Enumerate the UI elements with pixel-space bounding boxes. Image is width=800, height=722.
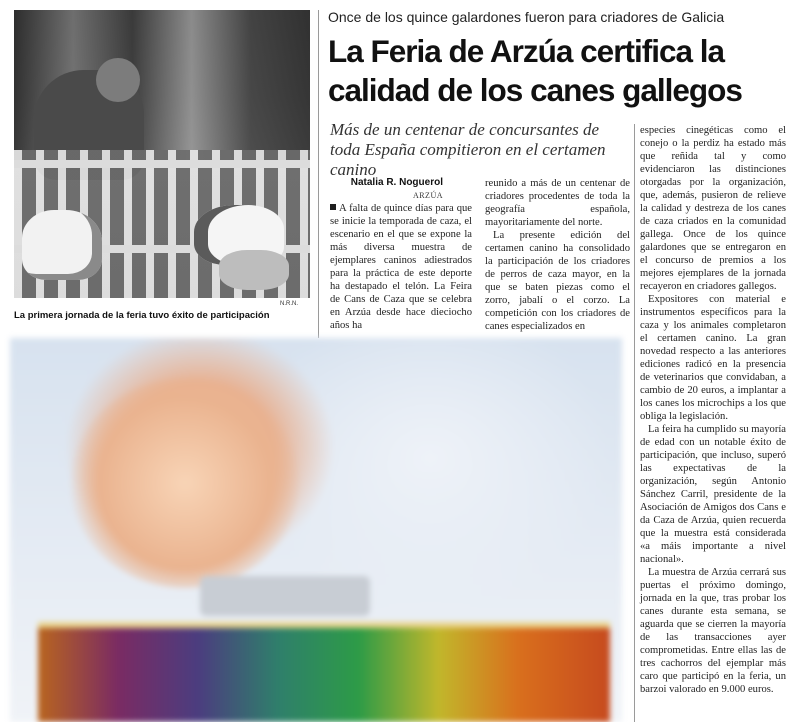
photo-credit: N.R.N. [280,301,298,307]
article-dateline: ARZÚA [412,191,443,200]
column-divider [318,10,319,338]
body-paragraph: reunido a más de un centenar de criadores procedentes de toda la geografía española, mayoritariamente del norte. [485,178,630,228]
photo-caption: La primera jornada de la feria tuvo éxito de participación [14,310,270,321]
article-byline: Natalia R. Noguerol [350,177,443,188]
body-paragraph: La presente edición del certamen canino ha consolidado la participación de los criadores de perros de caza mayor, en la que se baten piezas como el zorro, jabalí o el corzo. La competición con los criadores de canes especializados en [485,230,630,332]
ad-figure [70,378,300,588]
column-divider [634,124,635,722]
ad-color-strip [38,628,610,722]
body-column-3 [640,124,786,696]
body-paragraph: Expositores con material e instrumentos específicos para la caza y los animales completaron el certamen canino. La gran novedad respecto a las anteriores ediciones radicó en la presencia de veterinarios que convidaban, a cambio de 20 euros, a implantar a los canes los microchips a los que obliga la legislación. [640,294,786,422]
ad-text-block [200,576,370,616]
body-paragraph: A falta de quince días para que se inicie la temporada de caza, el escenario en el que se expone la más diversa muestra de ejemplares caninos adiestrados para la práctica de este deporte ha destapado el telón. La Feira de Cans de Caza que se celebra en Arzúa desde hace dieciocho años ha [330,203,472,331]
blurred-advertisement [10,338,622,722]
body-paragraph: especies cinegéticas como el conejo o la perdiz ha estado más que reñida tal y como evidenciaron las distinciones otorgadas por la organización, que, además, pusieron de relieve la calidad y destreza de los canes de caza criados en la comunidad gallega. Once de los quince galardones que se entregaron en el concurso de premios a los mejores ejemplares de la jornada recayeron en criadores gallegos. [640,125,786,292]
body-paragraph: La feira ha cumplido su mayoría de edad con un notable éxito de participación, que incluso, superó las expectativas de la organización, según Antonio Sánchez Carril, presidente de la Asociación de Amigos dos Cans e da Caza de Arzúa, quien recuerda que la muestra está considerada «a máis importante a nivel nacional». [640,424,786,565]
body-column-1 [330,202,472,332]
photo-dog [22,210,102,280]
article-kicker: Once de los quince galardones fueron para criadores de Galicia [328,9,725,25]
photo-man-head [96,58,140,102]
body-column-2 [485,177,630,333]
body-paragraph: La muestra de Arzúa cerrará sus puertas el próximo domingo, jornada en la que, tras probar los canes durante esta semana, se aguarda que se cierren la mayoría de las transacciones ayer comprometidas. Entre ellas las de tres cachorros del ejemplar más caro que participó en la feria, un barzoi valorado en 9.000 euros. [640,567,786,695]
paragraph-bullet-icon [330,204,336,210]
article-headline: La Feria de Arzúa certifica la calidad de los canes gallegos [328,33,742,108]
photo-puppies [219,250,289,290]
photo-fence-rail [14,160,310,168]
article-photo [14,10,310,298]
article-lede: Más de un centenar de concursantes de toda España compitieron en el certamen canino [330,120,606,179]
